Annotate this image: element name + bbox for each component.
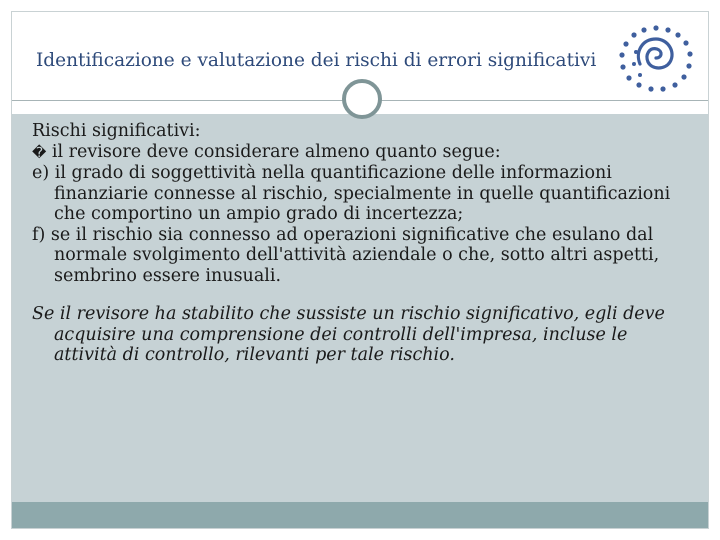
section-heading: Rischi significativi: bbox=[32, 121, 201, 141]
list-item-f: f) se il rischio sia connesso ad operazioni significative che esulano dal normale svolgimento dell'attività aziendale o che, sotto altri aspetti, sembrino essere inusuali. bbox=[32, 224, 660, 286]
slide-body bbox=[32, 121, 682, 366]
square-bullet-icon: � bbox=[32, 144, 47, 161]
footer-bar bbox=[12, 502, 708, 528]
slide-title: Identificazione e valutazione dei rischi di errori significativi bbox=[36, 50, 597, 71]
bullet-text: il revisore deve considerare almeno quanto segue: bbox=[46, 141, 501, 162]
spiral-dots-icon bbox=[616, 22, 696, 94]
bullet-point bbox=[32, 142, 682, 164]
list-item-e: e) il grado di soggettività nella quantificazione delle informazioni finanziarie connesse al rischio, specialmente in quelle quantificazioni che comportino un ampio grado di incertezza; bbox=[32, 163, 671, 224]
italic-note: Se il revisore ha stabilito che sussiste un rischio significativo, egli deve acquisire una comprensione dei controlli dell'impresa, incluse le attività di controllo, rilevanti per tale rischio. bbox=[32, 304, 665, 365]
ring-icon bbox=[342, 79, 382, 119]
